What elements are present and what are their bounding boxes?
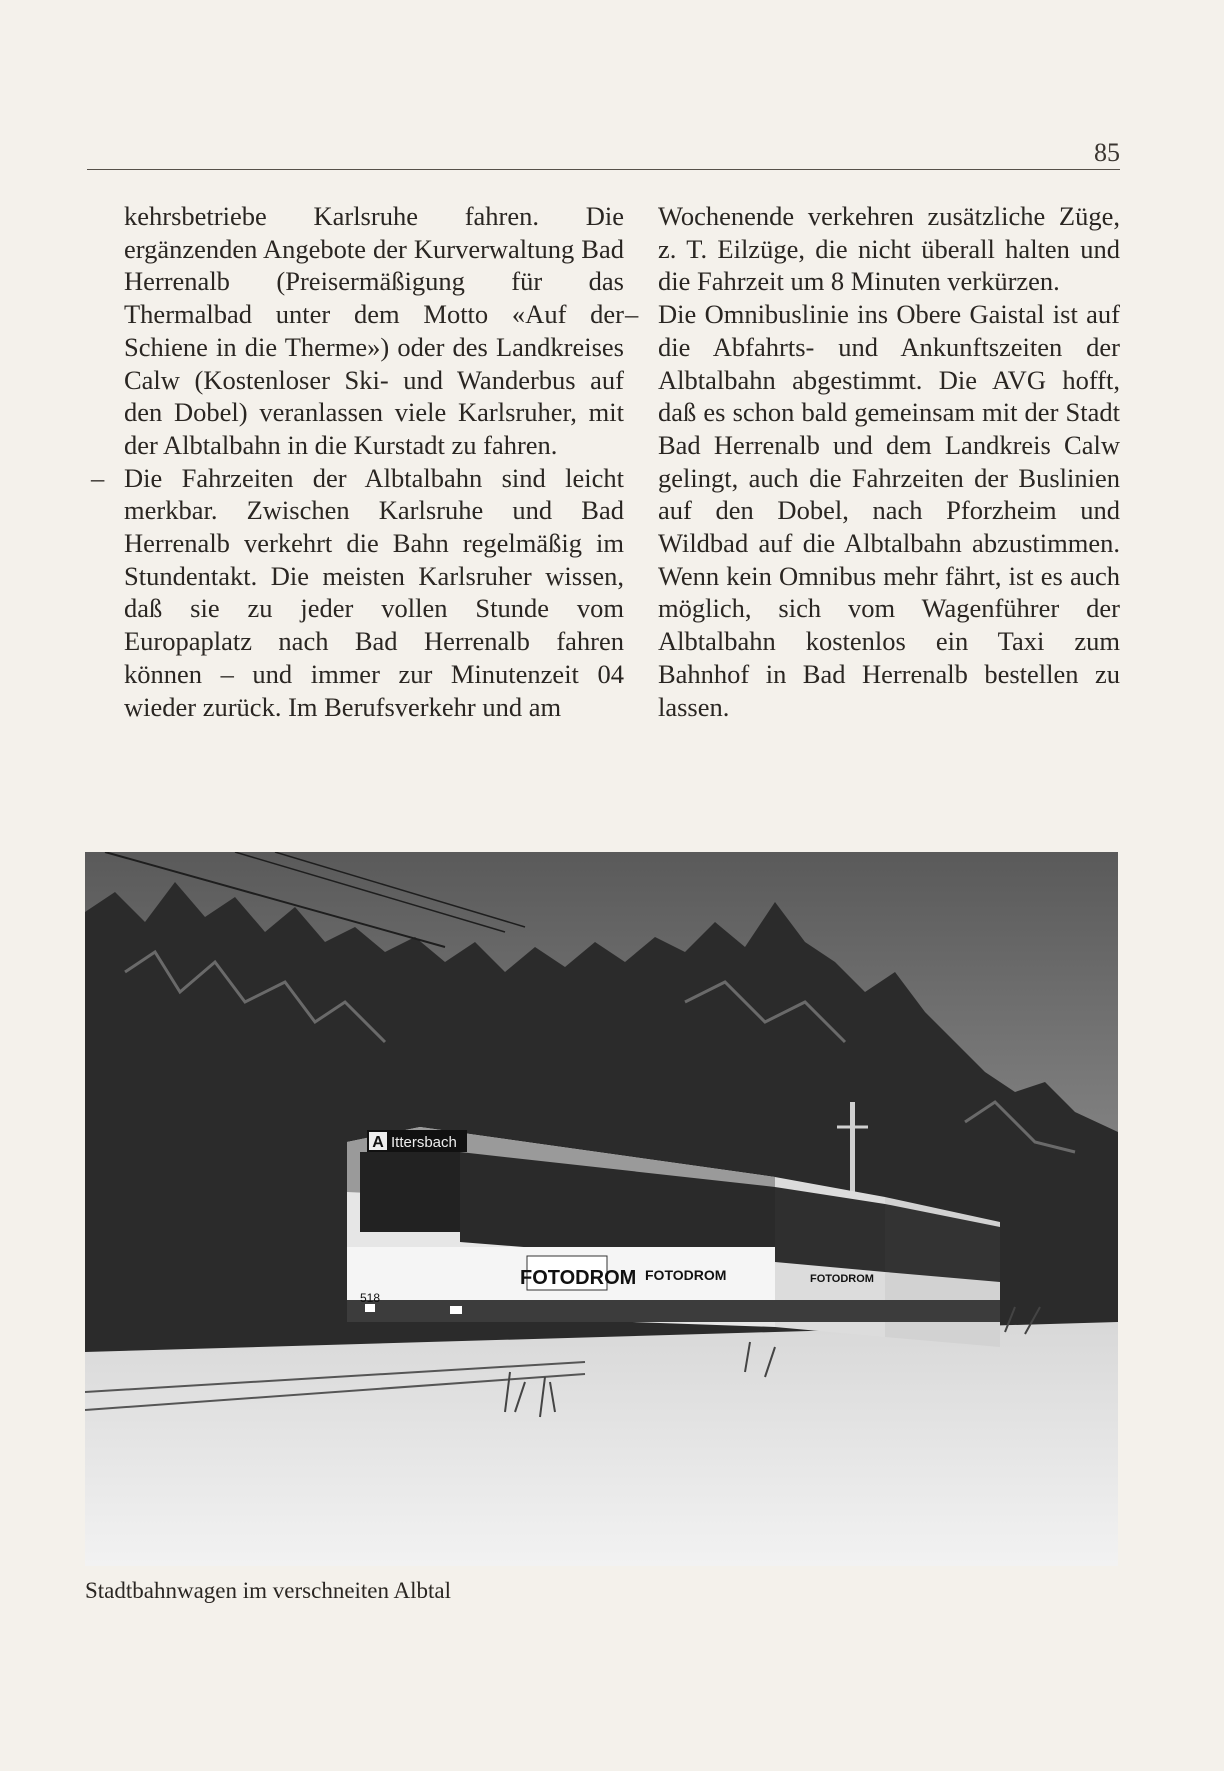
tram-windscreen xyxy=(360,1152,460,1232)
ad-text: FOTODROM xyxy=(810,1273,874,1285)
left-list-item-text: Die Fahrzeiten der Albtalbahn sind leicht merkbar. Zwischen Karlsruhe und Bad Herrenalb verkehrt die Bahn regelmäßig im Stundentakt. Die meisten Karlsruher wissen, daß sie zu jeder vollen Stunde vom Europaplatz nach Bad Herrenalb fahren können – und immer zur Minutenzeit 04 wieder zurück. Im Berufsverkehr und am xyxy=(124,462,624,722)
ad-text: FOTODROM xyxy=(520,1267,637,1289)
right-paragraph: Wochenende verkehren zusätzliche Züge, z. T. Eilzüge, die nicht überall halten und die Fahrzeit um 8 Minuten verkürzen. xyxy=(658,201,1120,297)
header-rule xyxy=(87,169,1120,170)
car-number: 518 xyxy=(360,1291,381,1305)
destination-text: Ittersbach xyxy=(391,1134,457,1151)
right-list-item xyxy=(625,298,1120,723)
right-column xyxy=(625,200,1120,723)
left-list-item xyxy=(91,462,624,724)
photo-caption: Stadtbahnwagen im verschneiten Albtal xyxy=(85,1578,451,1603)
route-letter: A xyxy=(372,1134,384,1151)
tram-photo xyxy=(85,852,1118,1566)
right-list-item-text: Die Omnibuslinie ins Obere Gaistal ist auf die Abfahrts- und Ankunftszeiten der Albtalbahn abgestimmt. Die AVG hofft, daß es schon bald gemeinsam mit der Stadt Bad Herrenalb und dem Landkreis Calw gelingt, auch die Fahrzeiten der Buslinien auf den Dobel, nach Pforzheim und Wildbad auf die Albtalbahn abzustimmen. Wenn kein Omnibus mehr fährt, ist es auch möglich, sich vom Wagenführer der Albtalbahn kostenlos ein Taxi zum Bahnhof in Bad Herrenalb bestellen zu lassen. xyxy=(658,299,1120,722)
tram-photo-illustration xyxy=(85,852,1118,1566)
tram-skirt xyxy=(347,1300,1000,1322)
dash-marker: – xyxy=(91,462,105,493)
snow-field xyxy=(85,1322,1118,1566)
page-number: 85 xyxy=(1094,138,1120,167)
left-column xyxy=(91,200,624,723)
dash-marker: – xyxy=(625,299,639,330)
ad-text: FOTODROM xyxy=(645,1267,727,1283)
left-paragraph: kehrsbetriebe Karlsruhe fahren. Die ergänzenden Angebote der Kurverwaltung Bad Herrenalb (Preisermäßigung für das Thermalbad unter dem Motto «Auf der Schiene in die Therme») oder des Landkreises Calw (Kostenloser Ski- und Wanderbus auf den Dobel) veranlassen viele Karlsruher, mit der Albtalbahn in die Kurstadt zu fahren. xyxy=(124,201,624,460)
